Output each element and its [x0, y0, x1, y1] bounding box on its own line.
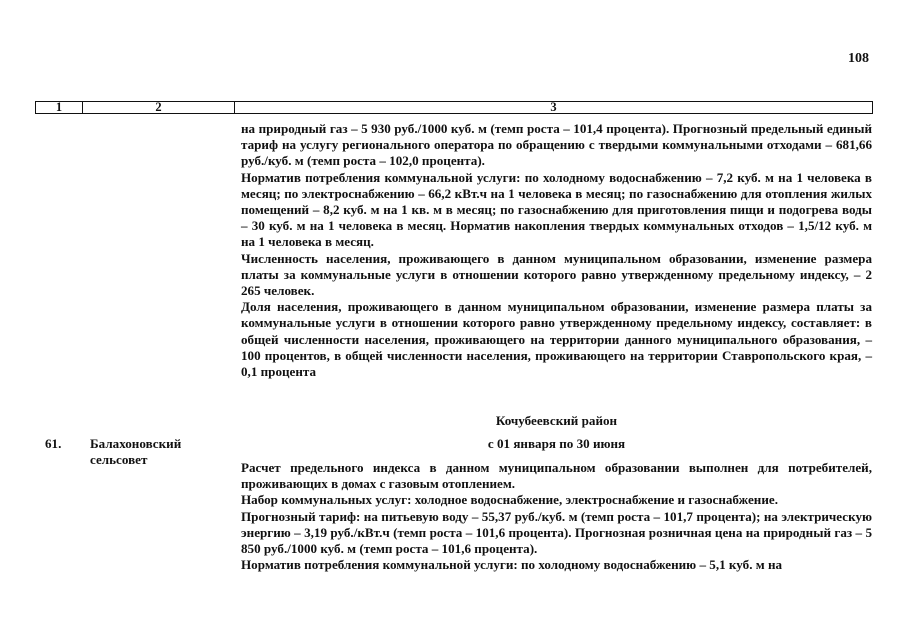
page-number: 108: [848, 51, 869, 66]
municipality-name: Балахоновский сельсовет: [90, 436, 182, 467]
paragraph-consumption-norms: Норматив потребления коммунальной услуги: по холодному водоснабжению – 7,2 куб. м на 1 человека в месяц; по электроснабжению – 66,2 кВт.ч на 1 человека в месяц; по газоснабжению для отопления жилых помещений – 8,2 куб. м на 1 кв. м в месяц; по газоснабжению для приготовления пищи и подогрева воды – 30 куб. м на 1 человека в месяц. Норматив накопления твердых коммунальных отходов – 1,5/12 куб. м на 1 человека в месяц.: [241, 169, 872, 250]
district-heading: Кочубеевский район: [495, 413, 618, 428]
paragraph-population: Численность населения, проживающего в данном муниципальном образовании, изменение размера платы за коммунальные услуги в отношении которого равно утвержденному предельному индексу, – 2 265 человек.: [241, 250, 872, 299]
paragraph-population-share: Доля населения, проживающего в данном муниципальном образовании, изменение размера платы за коммунальные услуги в отношении которого равно утвержденному предельному индексу, составляет: в общей численности населения, проживающего на территории данного муниципального образования, – 100 процентов, в общей численности населения, проживающего на территории Ставропольского края, – 0,1 процента: [241, 299, 872, 380]
continued-cell-text: [241, 121, 872, 380]
row-number: 61.: [45, 436, 62, 451]
paragraph-tariffs: на природный газ – 5 930 руб./1000 куб. м (темп роста – 101,4 процента). Прогнозный предельный единый тариф на услугу регионального оператора по обращению с твердыми коммунальными отходами – 681,66 руб./куб. м (темп роста – 102,0 процента).: [241, 121, 872, 169]
paragraph-consumption-norm-start: Норматив потребления коммунальной услуги: по холодному водоснабжению – 5,1 куб. м на: [241, 557, 783, 573]
column-header-3: 3: [550, 100, 557, 114]
column-header-1: 1: [36, 102, 83, 113]
table-header-row: [35, 101, 873, 114]
paragraph-services-set: Набор коммунальных услуг: холодное водоснабжение, электроснабжение и газоснабжение.: [241, 492, 778, 508]
paragraph-calculation-basis: Расчет предельного индекса в данном муниципальном образовании выполнен для потребителей, проживающих в домах с газовым отоплением.: [241, 460, 872, 492]
municipality-cell-text: [241, 460, 872, 573]
period-heading: с 01 января по 30 июня: [487, 436, 626, 451]
paragraph-forecast-tariff: Прогнозный тариф: на питьевую воду – 55,37 руб./куб. м (темп роста – 101,7 процента); на электрическую энергию – 3,19 руб./кВт.ч (темп роста – 101,6 процента). Прогнозная розничная цена на природный газ – 5 850 руб./1000 куб. м (темп роста – 101,6 процента).: [241, 508, 872, 557]
column-header-2: 2: [83, 102, 235, 113]
